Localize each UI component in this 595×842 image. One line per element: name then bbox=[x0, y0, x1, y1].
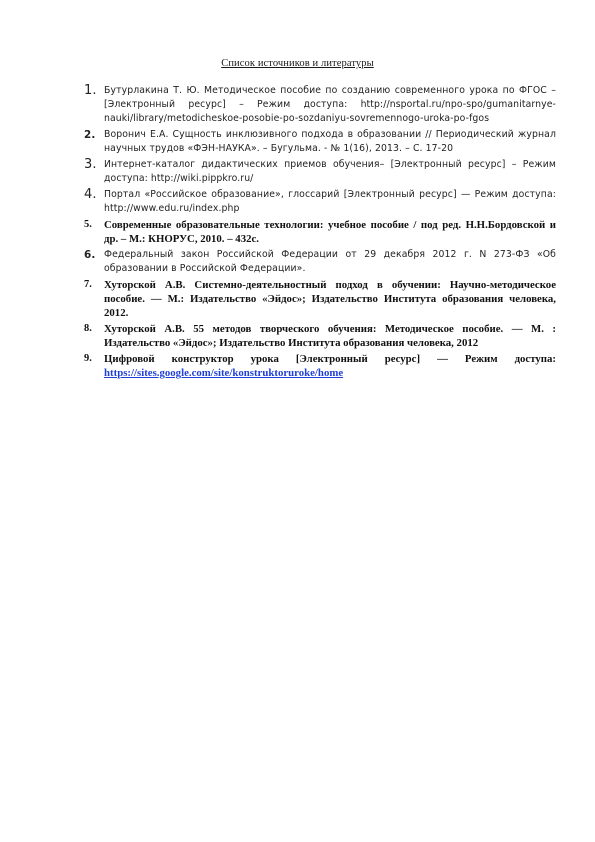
item-text: Хуторской А.В. Системно-деятельностный подход в обучении: Научно-методическое пособие. — М.: Издательство «Эйдос»; Издательство Института образования человека, 2012. bbox=[104, 279, 556, 319]
list-item bbox=[84, 83, 556, 126]
item-text: Интернет-каталог дидактических приемов обучения– [Электронный ресурс] – Режим доступа: http://wiki.pippkro.ru/ bbox=[104, 159, 556, 184]
item-text: Портал «Российское образование», глоссарий [Электронный ресурс] — Режим доступа: http://www.edu.ru/index.php bbox=[104, 189, 556, 214]
list-item bbox=[84, 218, 556, 246]
list-item bbox=[84, 352, 556, 380]
list-item bbox=[84, 248, 556, 276]
item-number: 7. bbox=[84, 279, 92, 290]
list-item bbox=[84, 157, 556, 186]
item-number: 3. bbox=[84, 157, 97, 172]
list-item bbox=[84, 322, 556, 350]
item-text: Воронич Е.А. Сущность инклюзивного подхода в образовании // Периодический журнал научных трудов «ФЭН-НАУКА». – Бугульма. - № 1(16), 2013. – С. 17-20 bbox=[104, 129, 556, 154]
page-title: Список источников и литературы bbox=[221, 58, 374, 69]
list-item bbox=[84, 278, 556, 320]
references-list bbox=[84, 83, 556, 380]
item-number: 8. bbox=[84, 323, 92, 334]
item-number: 9. bbox=[84, 353, 92, 364]
item-text: Федеральный закон Российской Федерации от 29 декабря 2012 г. N 273-ФЗ «Об образовании в Российской Федерации». bbox=[104, 249, 556, 274]
list-item bbox=[84, 187, 556, 216]
item-number: 1. bbox=[84, 83, 97, 98]
item-number: 2. bbox=[84, 129, 96, 141]
item-text: Хуторской А.В. 55 методов творческого обучения: Методическое пособие. — М. : Издательство «Эйдос»; Издательство Института образования человека, 2012 bbox=[104, 323, 556, 349]
item-text: Цифровой конструктор урока [Электронный ресурс] — Режим доступа: bbox=[104, 353, 556, 365]
item-number: 4. bbox=[84, 187, 97, 202]
item-text: Бутурлакина Т. Ю. Методическое пособие по созданию современного урока по ФГОС – [Электронный ресурс] – Режим доступа: http://nsportal.ru/npo-spo/gumanitarnye-nauki/library/metodicheskoe-posobie-po-sozdaniyu-sovremennogo-uroka-po-fgos bbox=[104, 85, 556, 124]
item-number: 5. bbox=[84, 219, 92, 230]
list-item bbox=[84, 128, 556, 156]
item-number: 6. bbox=[84, 249, 96, 261]
reference-link[interactable]: https://sites.google.com/site/konstruktoruroke/home bbox=[104, 367, 344, 379]
item-text: Современные образовательные технологии: учебное пособие / под ред. Н.Н.Бордовской и др. – М.: КНОРУС, 2010. – 432с. bbox=[104, 219, 556, 245]
